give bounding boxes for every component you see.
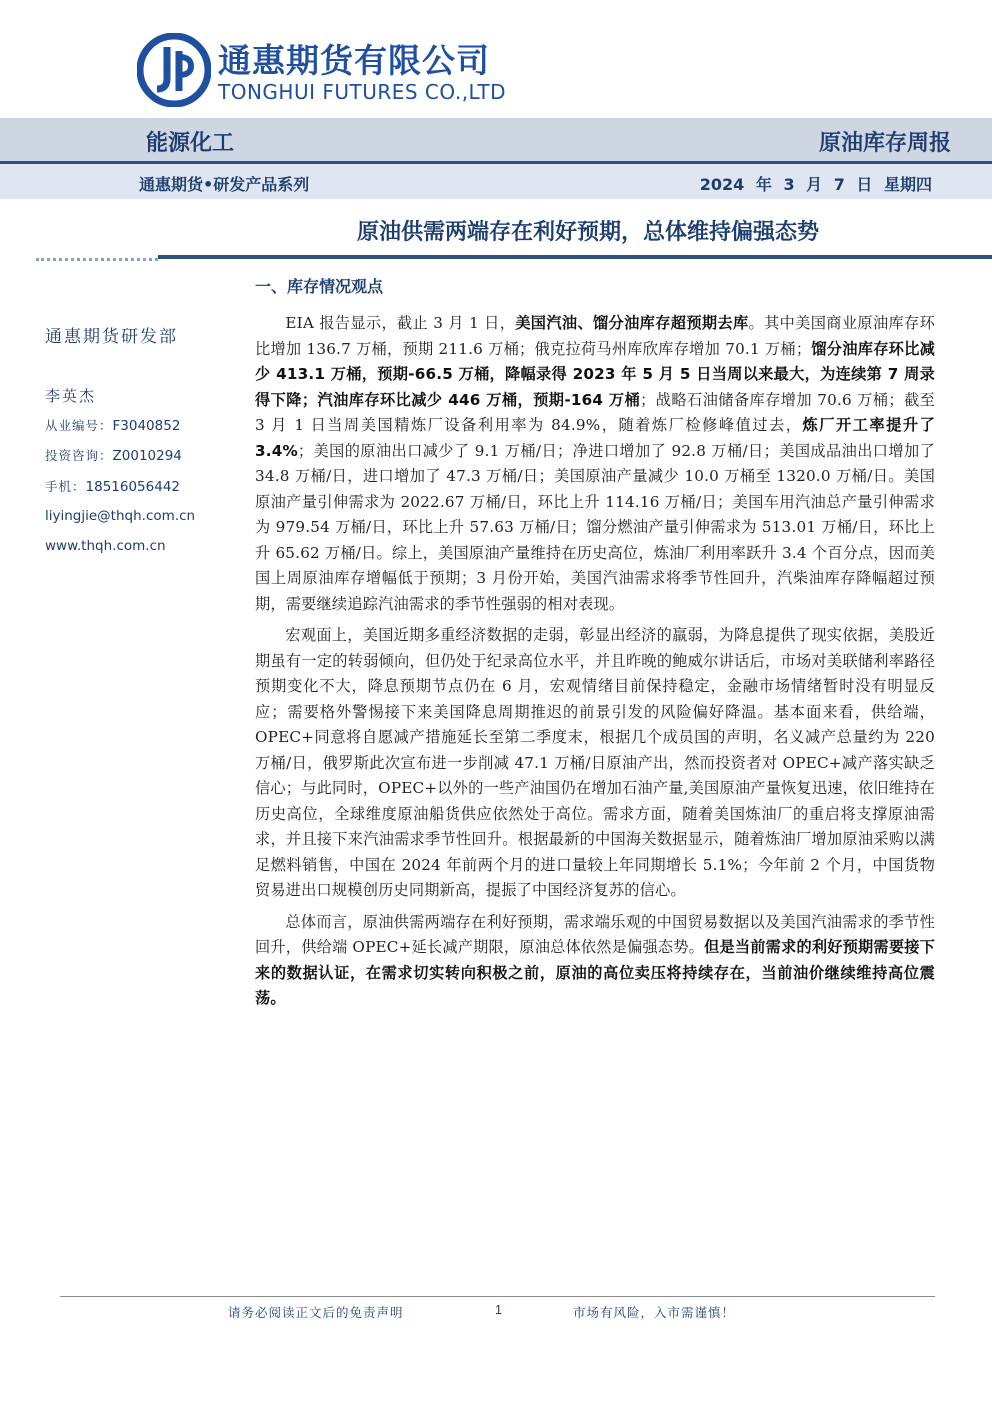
body-text: 宏观面上，美国近期多重经济数据的走弱，彰显出经济的羸弱，为降息提供了现实依据，美股近期虽有一定的转弱倾向，但仍处于纪录高位水平，并且昨晚的鲍威尔讲话后，市场对美联储利率路径预期变化不大，降息预期节点仍在 6 月，宏观情绪目前保持稳定，金融市场情绪暂时没有明显反应；需要格外警惕接下来美国降息周期推迟的前景引发的风险偏好降温。基本面来看，供给端，OPEC+同意将自愿减产措施延长至第二季度末，根据几个成员国的声明，名义减产总量约为 220 万桶/日，俄罗斯此次宣布进一步削减 47.1 万桶/日原油产出，然而投资者对 OPEC+减产落实缺乏信心；与此同时，OPEC+以外的一些产油国仍在增加石油产量,美国原油产量恢复迅速，依旧维持在历史高位，全球维度原油船货供应依然处于高位。需求方面，随着美国炼油厂的重启将支撑原油需求，并且接下来汽油需求季节性回升。根据最新的中国海关数据显示，随着炼油厂增加原油采购以满足燃料销售，中国在 2024 年前两个月的进口量较上年同期增长 5.1%；今年前 2 个月，中国货物贸易进出口规模创历史同期新高，提振了中国经济复苏的信心。 — [255, 626, 935, 899]
risk-warning: 市场有风险，入市需谨慎！ — [573, 1305, 736, 1320]
body-text: EIA 报告显示，截止 3 月 1 日， — [285, 314, 516, 332]
phone-number: 18516056442 — [85, 479, 180, 495]
body-paragraph — [255, 910, 935, 1012]
phone-row — [45, 477, 180, 495]
body-text: ；战略石油储备库存增加 70.6 万桶；截至 3 月 1 日当周美国精炼厂设备利用率为 84.9%，随着炼厂检修峰值过去， — [255, 390, 936, 434]
footer-rule — [60, 1296, 935, 1297]
company-name-en: TONGHUI FUTURES CO.,LTD — [218, 80, 507, 104]
advisory-number: Z0010294 — [112, 448, 182, 464]
company-name-cn: 通惠期货有限公司 — [218, 41, 490, 80]
license-number: F3040852 — [112, 418, 181, 434]
title-dotted-rule — [36, 258, 158, 261]
emphasis-text: 但是当前需求的利好预期需要接下来的数据认证，在需求切实转向积极之前，原油的高位卖压将持续存在，当前油价继续维持高位震荡。 — [255, 938, 935, 1007]
advisory-label: 投资咨询： — [45, 448, 113, 463]
website-link[interactable]: www.thqh.com.cn — [45, 538, 166, 554]
disclaimer-link[interactable]: 请务必阅读正文后的免责声明 — [228, 1305, 404, 1320]
body-text: 总体而言，原油供需两端存在利好预期，需求端乐观的中国贸易数据以及美国汽油需求的季节性回升，供给端 OPEC+延长减产期限，原油总体依然是偏强态势。 — [255, 912, 935, 956]
report-type: 原油库存周报 — [818, 131, 951, 156]
phone-label: 手机： — [45, 479, 86, 494]
body-text: 。其中美国商业原油库存环比增加 136.7 万桶，预期 211.6 万桶；俄克拉荷马州库欣库存增加 70.1 万桶； — [255, 314, 935, 358]
report-title: 原油供需两端存在利好预期，总体维持偏强态势 — [356, 220, 819, 245]
emphasis-text: 馏分油库存环比减少 413.1 万桶，预期-66.5 万桶，降幅录得 2023 年 5 月 5 日当周以来最大，为连续第 7 周录得下降；汽油库存环比减少 446 万桶，预期-164 万桶 — [255, 339, 935, 409]
report-body — [255, 311, 935, 1018]
report-date: 2024 年 3 月 7 日 星期四 — [699, 175, 932, 194]
company-logo — [137, 33, 507, 108]
series-label: 通惠期货•研发产品系列 — [139, 175, 310, 194]
license-row — [45, 416, 180, 434]
title-rule — [158, 255, 992, 259]
sector-label: 能源化工 — [146, 131, 235, 156]
email-link[interactable]: liyingjie@thqh.com.cn — [45, 508, 196, 524]
advisory-row — [45, 446, 182, 464]
body-paragraph — [255, 623, 935, 904]
section-heading: 一、库存情况观点 — [255, 277, 384, 296]
body-text: ；美国的原油出口减少了 9.1 万桶/日；净进口增加了 92.8 万桶/日；美国成品油出口增加了 34.8 万桶/日，进口增加了 47.3 万桶/日；美国原油产量减少 10.0 万桶至 1320.0 万桶/日。美国原油产量引伸需求为 2022.67 万桶/日，环比上升 114.16 万桶/日；美国车用汽油总产量引伸需求为 979.54 万桶/日，环比上升 57.63 万桶/日；馏分燃油产量引伸需求为 513.01 万桶/日，环比上升 65.62 万桶/日。综上，美国原油产量维持在历史高位，炼油厂利用率跃升 3.4 个百分点，因而美国上周原油库存增幅低于预期；3 月份开始，美国汽油需求将季节性回升，汽柴油库存降幅超过预期，需要继续追踪汽油需求的季节性强弱的相对表现。 — [255, 441, 935, 613]
emphasis-text: 美国汽油、馏分油库存超预期去库 — [515, 314, 749, 332]
body-paragraph — [255, 311, 935, 617]
page-number: 1 — [495, 1303, 503, 1317]
emphasis-text: 炼厂开工率提升了 3.4% — [255, 416, 935, 460]
license-label: 从业编号： — [45, 418, 113, 433]
analyst-name: 李英杰 — [45, 387, 97, 405]
department: 通惠期货研发部 — [45, 327, 178, 347]
tonghui-logo-icon — [137, 33, 211, 107]
